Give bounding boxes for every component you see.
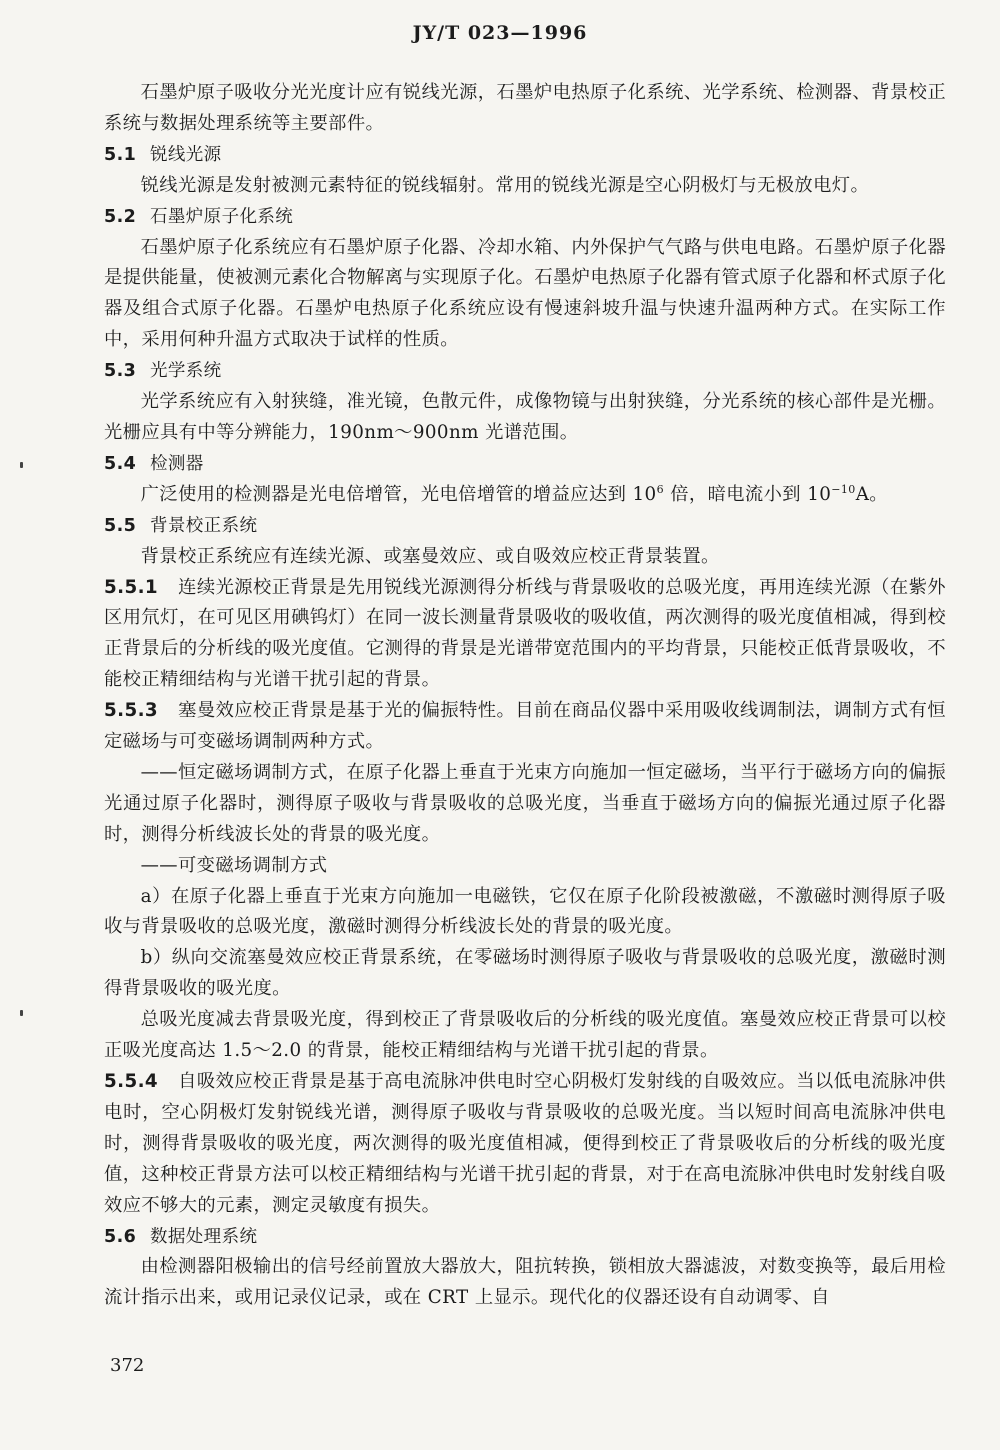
intro-paragraph: 石墨炉原子吸收分光光度计应有锐线光源，石墨炉电热原子化系统、光学系统、检测器、背景校正系统与数据处理系统等主要部件。 xyxy=(104,82,946,134)
section-title: 锐线光源 xyxy=(149,144,222,165)
section-5-3-heading xyxy=(104,356,946,387)
section-number: 5.1 xyxy=(104,144,137,165)
section-5-2-heading xyxy=(104,202,946,233)
scan-mark xyxy=(20,462,23,468)
section-title: 数据处理系统 xyxy=(149,1226,258,1247)
section-number: 5.5.4 xyxy=(104,1071,159,1092)
document-header: JY/T 023—1996 xyxy=(412,22,588,44)
section-number: 5.3 xyxy=(104,361,137,382)
item-b-paragraph: b）纵向交流塞曼效应校正背景系统，在零磁场时测得原子吸收与背景吸收的总吸光度，激磁时测得背景吸收的吸光度。 xyxy=(104,947,946,1000)
text-segment: A。 xyxy=(855,483,888,505)
constant-field-paragraph: ——恒定磁场调制方式，在原子化器上垂直于光束方向施加一恒定磁场，当平行于磁场方向的偏振光通过原子化器时，测得原子吸收与背景吸收的总吸光度，当垂直于磁场方向的偏振光通过原子化器时，测得分析线波长处的背景的吸光度。 xyxy=(104,761,946,845)
text-segment: 广泛使用的检测器是光电倍增管，光电倍增管的增益应达到 10 xyxy=(140,483,657,505)
paragraph-text: 连续光源校正背景是先用锐线光源测得分析线与背景吸收的总吸光度，再用连续光源（在紫外区用氘灯，在可见区用碘钨灯）在同一波长测量背景吸收的吸收值，两次测得的吸光度值相减，得到校正背景后的分析线的吸光度值。它测得的背景是光谱带宽范围内的平均背景，只能校正低背景吸收，不能校正精细结构与光谱干扰引起的背景。 xyxy=(104,576,946,691)
section-number: 5.5.1 xyxy=(104,576,159,598)
section-5-4-heading xyxy=(104,449,946,480)
exponent: −10 xyxy=(831,482,856,496)
text-segment: 倍，暗电流小到 10 xyxy=(664,483,832,505)
section-5-6-text: 由检测器阳极输出的信号经前置放大器放大，阻抗转换，锁相放大器滤波，对数变换等，最后用检流计指示出来，或用记录仪记录，或在 CRT 上显示。现代化的仪器还设有自动调零、自 xyxy=(104,1256,946,1309)
exponent: 6 xyxy=(656,482,664,496)
document-body xyxy=(104,78,946,1314)
section-title: 石墨炉原子化系统 xyxy=(149,206,294,227)
paragraph-text: 塞曼效应校正背景是基于光的偏振特性。目前在商品仪器中采用吸收线调制法，调制方式有恒定磁场与可变磁场调制两种方式。 xyxy=(104,700,946,753)
section-5-5-heading xyxy=(104,511,946,542)
section-5-1-text: 锐线光源是发射被测元素特征的锐线辐射。常用的锐线光源是空心阴极灯与无极放电灯。 xyxy=(140,174,870,196)
section-5-3-text: 光学系统应有入射狭缝，准光镜，色散元件，成像物镜与出射狭缝，分光系统的核心部件是光栅。光栅应具有中等分辨能力，190nm～900nm 光谱范围。 xyxy=(104,391,946,443)
section-5-5-4-paragraph xyxy=(104,1067,946,1222)
section-5-5-text: 背景校正系统应有连续光源、或塞曼效应、或自吸效应校正背景装置。 xyxy=(140,545,720,567)
page-number: 372 xyxy=(110,1355,145,1376)
section-5-2-text: 石墨炉原子化系统应有石墨炉原子化器、冷却水箱、内外保护气气路与供电电路。石墨炉原子化器是提供能量，使被测元素化合物解离与实现原子化。石墨炉电热原子化器有管式原子化器和杯式原子化器及组合式原子化器。石墨炉电热原子化系统应设有慢速斜坡升温与快速升温两种方式。在实际工作中，采用何种升温方式取决于试样的性质。 xyxy=(104,236,946,351)
section-title: 检测器 xyxy=(149,453,204,474)
paragraph-text: 自吸效应校正背景是基于高电流脉冲供电时空心阴极灯发射线的自吸效应。当以低电流脉冲供电时，空心阴极灯发射锐线光谱，测得原子吸收与背景吸收的总吸光度。当以短时间高电流脉冲供电时，测得背景吸收的吸光度，两次测得的吸光度值相减，便得到校正了背景吸收后的分析线的吸光度值，这种校正背景方法可以校正精细结构与光谱干扰引起的背景，对于在高电流脉冲供电时发射线自吸效应不够大的元素，测定灵敏度有损失。 xyxy=(104,1071,946,1216)
scan-mark xyxy=(20,1010,23,1016)
section-number: 5.4 xyxy=(104,453,137,474)
variable-field-heading: ——可变磁场调制方式 xyxy=(140,854,328,876)
section-number: 5.5.3 xyxy=(104,700,159,722)
section-title: 背景校正系统 xyxy=(149,515,258,536)
section-5-4-text xyxy=(104,480,946,511)
section-5-1-heading xyxy=(104,140,946,171)
item-a-paragraph: a）在原子化器上垂直于光束方向施加一电磁铁，它仅在原子化阶段被激磁，不激磁时测得原子吸收与背景吸收的总吸光度，激磁时测得分析线波长处的背景的吸光度。 xyxy=(104,885,946,938)
section-5-5-1-paragraph xyxy=(104,573,946,697)
section-number: 5.2 xyxy=(104,206,137,227)
section-5-6-heading xyxy=(104,1222,946,1253)
section-5-5-3-paragraph xyxy=(104,696,946,758)
total-absorbance-paragraph: 总吸光度减去背景吸光度，得到校正了背景吸收后的分析线的吸光度值。塞曼效应校正背景可以校正吸光度高达 1.5～2.0 的背景，能校正精细结构与光谱干扰引起的背景。 xyxy=(104,1009,946,1062)
section-number: 5.6 xyxy=(104,1226,137,1247)
section-title: 光学系统 xyxy=(149,361,222,382)
section-number: 5.5 xyxy=(104,515,137,536)
